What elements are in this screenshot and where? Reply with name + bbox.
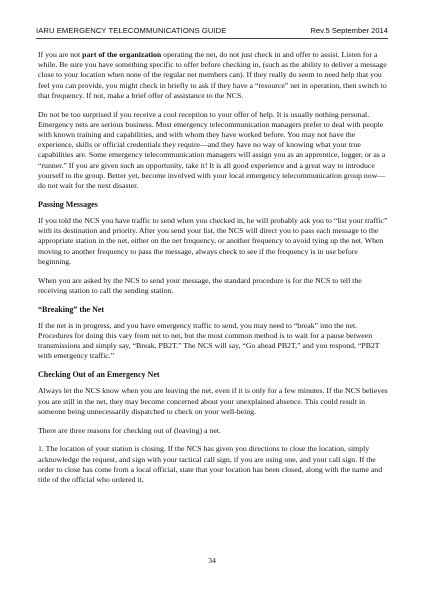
bold-phrase: part of the organization	[82, 50, 162, 59]
paragraph: Always let the NCS know when you are leaving the net, even if it is only for a few minutes. If the NCS believes you are still in the net, they may become concerned about your unexplained absence. This could result in someone being unnecessarily dispatched to check on your well-being.	[38, 386, 388, 416]
paragraph: If you told the NCS you have traffic to send when you checked in, he will probably ask you to “list your traffic” with its destination and priority. After you send your list, the NCS will direct you to pass each message to the appropriate station in the net, either on the net frequency, or another frequency to avoid tying up the net. When moving to another frequency to pass the message, always check to see if the frequency is in use before beginning.	[38, 216, 388, 266]
paragraph: 1. The location of your station is closing. If the NCS has given you directions to close the location, simply acknowledge the request, and sign with your tactical call sign, if you are using one, and your call sign. If the order to close has come from a local official, state that your location has been closed, along with the name and title of the official who ordered it,	[38, 444, 383, 485]
paragraph: There are three reasons for checking out of (leaving) a net.	[38, 425, 221, 435]
paragraph: If the net is in progress, and you have emergency traffic to send, you may need to “break” into the net. Procedures for doing this vary from net to net, but the most common method is to wait for a pause between transmissions and simply say, “Break, PB2T.” The NCS will say, “Go ahead PB2T,” and you respond, “PB2T with emergency traffic.”	[38, 320, 380, 361]
paragraph: When you are asked by the NCS to send your message, the standard procedure is for the NCS to tell the receiving station to call the sending station.	[38, 275, 362, 295]
paragraph: Do not be too surprised if you receive a cool reception to your offer of help. It is usually nothing personal. Emergency nets are serious business. Most emergency telecommunication managers prefer to deal with people with known training and capabilities, and with whom they have worked before. You may not have the experience, skills or official credentials they require—and they have no way of knowing what your true capabilities are. Some emergency telecommunication managers will assign you as an apprentice, logger, or as a “runner.” If you are given such an opportunity, take it! It is all good experience and a great way to introduce yourself to the group. Better yet, become involved with your local emergency telecommunication group now—do not wait for the next disaster.	[38, 109, 386, 191]
paragraph-text: If you are not	[38, 50, 83, 59]
paragraph-text: operating the net, do not just check in and offer to assist. Listen for a while. Be sure you have something specific to offer before checking in, (such as the ability to deliver a message close to your location when none of the regular net members can). If they really do seem to need help that you feel you can provide, you might check in briefly to ask if they have a “resource” net in operation, then switch to that frequency. If not, make a brief offer of assistance to the NCS.	[38, 50, 387, 100]
header-revision: Rev.5 September 2014	[310, 26, 388, 35]
page-number: 34	[208, 556, 216, 565]
section-heading-breaking-the-net: “Breaking” the Net	[38, 304, 105, 314]
header-title: IARU EMERGENCY TELECOMMUNICATIONS GUIDE	[36, 26, 227, 35]
running-header	[36, 26, 388, 39]
section-heading-passing-messages: Passing Messages	[38, 199, 98, 209]
section-heading-checking-out: Checking Out of an Emergency Net	[38, 370, 160, 380]
page-body	[38, 50, 390, 494]
paragraph	[38, 50, 390, 101]
